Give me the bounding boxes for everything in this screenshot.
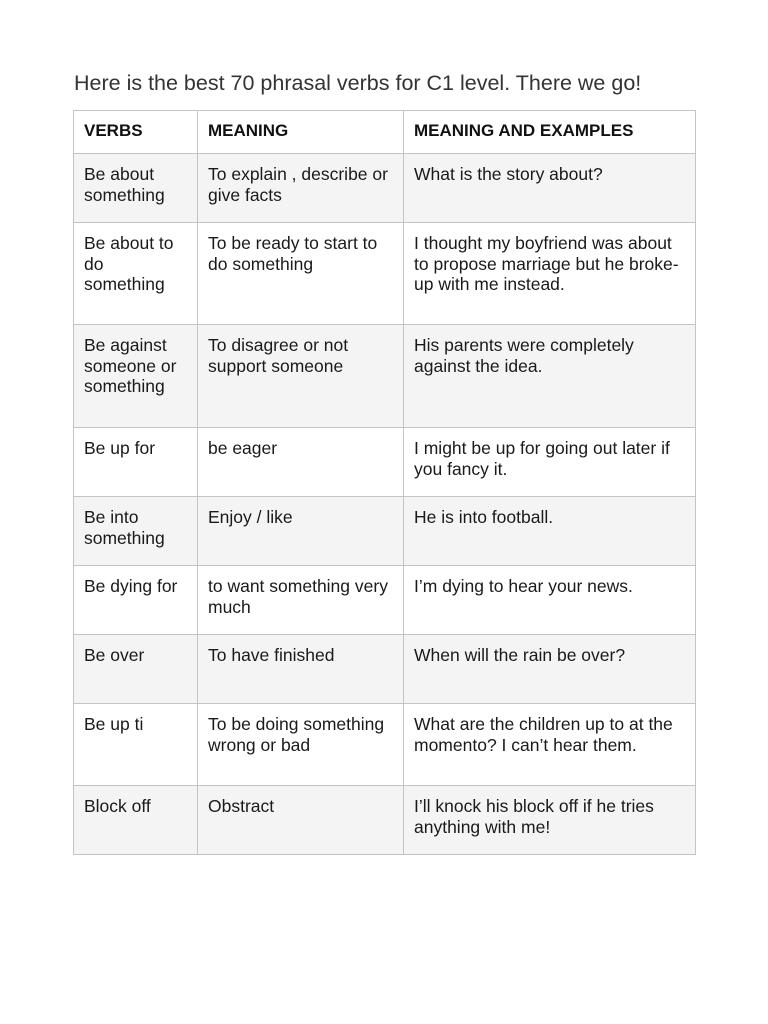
meaning-cell: Enjoy / like xyxy=(198,497,404,566)
example-cell: I thought my boyfriend was about to propose marriage but he broke-up with me instead. xyxy=(404,223,696,325)
page-title: Here is the best 70 phrasal verbs for C1 level. There we go! xyxy=(74,71,642,95)
phrasal-verbs-table xyxy=(73,110,696,855)
example-cell: When will the rain be over? xyxy=(404,635,696,704)
table-row xyxy=(74,635,696,704)
meaning-cell: To be ready to start to do something xyxy=(198,223,404,325)
meaning-cell: To disagree or not support someone xyxy=(198,325,404,428)
table-row xyxy=(74,497,696,566)
meaning-cell: to want something very much xyxy=(198,566,404,635)
verb-cell: Be into something xyxy=(74,497,198,566)
meaning-cell: To explain , describe or give facts xyxy=(198,154,404,223)
example-cell: What are the children up to at the momento? I can’t hear them. xyxy=(404,704,696,786)
example-cell: I’ll knock his block off if he tries anything with me! xyxy=(404,786,696,855)
verb-cell: Block off xyxy=(74,786,198,855)
verb-cell: Be about something xyxy=(74,154,198,223)
table-row xyxy=(74,566,696,635)
verb-cell: Be against someone or something xyxy=(74,325,198,428)
meaning-cell: To be doing something wrong or bad xyxy=(198,704,404,786)
example-cell: I might be up for going out later if you fancy it. xyxy=(404,428,696,497)
table-row xyxy=(74,154,696,223)
verb-cell: Be up for xyxy=(74,428,198,497)
example-cell: What is the story about? xyxy=(404,154,696,223)
meaning-cell: be eager xyxy=(198,428,404,497)
table-header-row xyxy=(74,111,696,154)
table-row xyxy=(74,223,696,325)
verb-cell: Be up ti xyxy=(74,704,198,786)
verb-cell: Be over xyxy=(74,635,198,704)
table-row xyxy=(74,325,696,428)
verb-cell: Be about to do something xyxy=(74,223,198,325)
table-row xyxy=(74,428,696,497)
column-header-meaning: MEANING xyxy=(198,111,404,154)
column-header-examples: MEANING AND EXAMPLES xyxy=(404,111,696,154)
table-row xyxy=(74,786,696,855)
verb-cell: Be dying for xyxy=(74,566,198,635)
table-row xyxy=(74,704,696,786)
example-cell: I’m dying to hear your news. xyxy=(404,566,696,635)
column-header-verbs: VERBS xyxy=(74,111,198,154)
example-cell: His parents were completely against the idea. xyxy=(404,325,696,428)
example-cell: He is into football. xyxy=(404,497,696,566)
meaning-cell: To have finished xyxy=(198,635,404,704)
meaning-cell: Obstract xyxy=(198,786,404,855)
